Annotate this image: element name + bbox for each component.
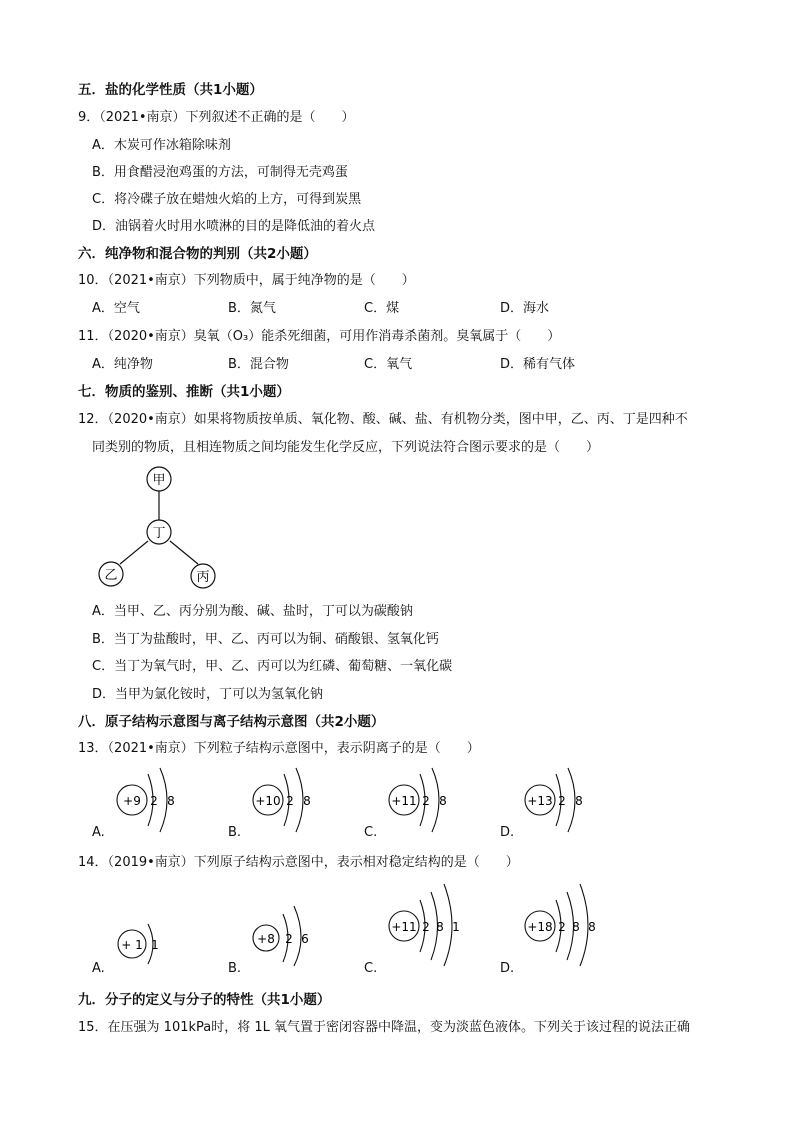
link-ding-bing	[170, 541, 198, 564]
node-yi-label: 乙	[104, 568, 118, 583]
shell-2-electrons: 8	[575, 794, 583, 808]
section-title-5: 五．盐的化学性质（共1小题）	[78, 82, 263, 98]
node-jia-label: 甲	[152, 473, 166, 488]
node-bing-label: 丙	[196, 570, 210, 585]
shell-1-electrons: 2	[558, 794, 566, 808]
shell-3-electrons: 8	[588, 920, 596, 934]
question-14-stem: 14．（2019•南京）下列原子结构示意图中，表示相对稳定结构的是（ ）	[78, 855, 519, 870]
q13-label-a: A.	[92, 825, 105, 840]
question-9-option-a: A．木炭可作冰箱除味剂	[92, 138, 231, 153]
nucleus-charge: +8	[257, 932, 275, 946]
nucleus-charge: +18	[527, 920, 553, 934]
nucleus-charge: +11	[391, 920, 417, 934]
electron-shell-2	[294, 906, 301, 966]
question-12-stem-line1: 12．（2020•南京）如果将物质按单质、氧化物、酸、碱、盐、有机物分类，图中甲，乙、丙、丁是四种不	[78, 412, 688, 427]
nucleus-charge: +10	[255, 794, 281, 808]
q13-label-c: C.	[364, 825, 378, 840]
q14-label-b: B.	[228, 961, 242, 976]
node-ding-label: 丁	[152, 526, 166, 541]
question-9-option-b: B．用食醋浸泡鸡蛋的方法，可制得无壳鸡蛋	[92, 165, 348, 180]
q14-label-c: C.	[364, 961, 378, 976]
shell-1-electrons: 2	[286, 794, 294, 808]
question-9-option-d: D．油锅着火时用水喷淋的目的是降低油的着火点	[92, 219, 376, 234]
shell-2-electrons: 8	[303, 794, 311, 808]
q14-label-d: D.	[500, 961, 515, 976]
electron-shell-3	[580, 884, 588, 966]
shell-1-electrons: 2	[558, 920, 566, 934]
q14-label-a: A.	[92, 961, 105, 976]
question-9-option-c: C．将冷碟子放在蜡烛火焰的上方，可得到炭黑	[92, 192, 362, 207]
question-11-option-b: B．混合物	[228, 357, 289, 372]
electron-shell-3	[444, 884, 452, 966]
nucleus-charge: + 1	[121, 938, 143, 952]
question-11-option-a: A．纯净物	[92, 357, 153, 372]
question-10-stem: 10．（2021•南京）下列物质中，属于纯净物的是（ ）	[78, 273, 415, 288]
question-10-option-b: B．氮气	[228, 301, 276, 316]
shell-1-electrons: 2	[422, 920, 430, 934]
q13-option-d-diagram	[500, 762, 640, 842]
section-title-6: 六．纯净物和混合物的判别（共2小题）	[78, 246, 317, 262]
electron-shell-2	[160, 768, 167, 832]
shell-2-electrons: 8	[572, 920, 580, 934]
q13-label-d: D.	[500, 825, 515, 840]
substance-relation-diagram	[92, 462, 232, 592]
shell-2-electrons: 8	[167, 794, 175, 808]
shell-2-electrons: 8	[436, 920, 444, 934]
q14-option-d-diagram	[500, 878, 640, 968]
question-13-stem: 13．（2021•南京）下列粒子结构示意图中，表示阴离子的是（ ）	[78, 741, 480, 756]
shell-2-electrons: 6	[301, 932, 309, 946]
q14-option-c-diagram	[364, 878, 504, 968]
question-11-option-c: C．氧气	[364, 357, 413, 372]
shell-3-electrons: 1	[452, 920, 460, 934]
question-10-option-c: C．煤	[364, 301, 400, 316]
question-10-option-d: D．海水	[500, 301, 550, 316]
question-9-stem: 9．（2021•南京）下列叙述不正确的是（ ）	[78, 110, 355, 125]
electron-shell-2	[568, 768, 575, 832]
nucleus-charge: +9	[123, 794, 141, 808]
shell-1-electrons: 1	[151, 938, 159, 952]
question-12-option-c: C．当丁为氧气时，甲、乙、丙可以为红磷、葡萄糖、一氧化碳	[92, 659, 453, 674]
shell-1-electrons: 2	[422, 794, 430, 808]
question-12-option-d: D．当甲为氯化铵时，丁可以为氢氧化钠	[92, 687, 324, 702]
link-ding-yi	[120, 541, 148, 564]
question-11-option-d: D．稀有气体	[500, 357, 576, 372]
q13-option-b-diagram	[228, 762, 368, 842]
section-title-7: 七．物质的鉴别、推断（共1小题）	[78, 384, 290, 400]
section-title-8: 八．原子结构示意图与离子结构示意图（共2小题）	[78, 714, 385, 730]
q13-label-b: B.	[228, 825, 242, 840]
section-title-9: 九．分子的定义与分子的特性（共1小题）	[78, 992, 331, 1008]
question-12-option-b: B．当丁为盐酸时，甲、乙、丙可以为铜、硝酸银、氢氧化钙	[92, 632, 439, 647]
question-15-stem: 15．在压强为 101kPa时，将 1L 氧气置于密闭容器中降温，变为淡蓝色液体。下列关于该过程的说法正确	[78, 1020, 691, 1035]
question-12-stem-line2: 同类别的物质，且相连物质之间均能发生化学反应，下列说法符合图示要求的是（ ）	[92, 440, 600, 455]
shell-1-electrons: 2	[150, 794, 158, 808]
question-12-option-a: A．当甲、乙、丙分别为酸、碱、盐时，丁可以为碳酸钠	[92, 604, 413, 619]
q14-option-a-diagram	[92, 878, 232, 968]
electron-shell-2	[296, 768, 303, 832]
question-10-option-a: A．空气	[92, 301, 140, 316]
shell-2-electrons: 8	[439, 794, 447, 808]
nucleus-charge: +13	[527, 794, 553, 808]
shell-1-electrons: 2	[285, 932, 293, 946]
question-11-stem: 11．（2020•南京）臭氧（O₃）能杀死细菌，可用作消毒杀菌剂。臭氧属于（ ）	[78, 329, 561, 344]
nucleus-charge: +11	[391, 794, 417, 808]
q14-option-b-diagram	[228, 878, 368, 968]
q13-option-c-diagram	[364, 762, 504, 842]
q13-option-a-diagram	[92, 762, 232, 842]
electron-shell-2	[432, 768, 439, 832]
